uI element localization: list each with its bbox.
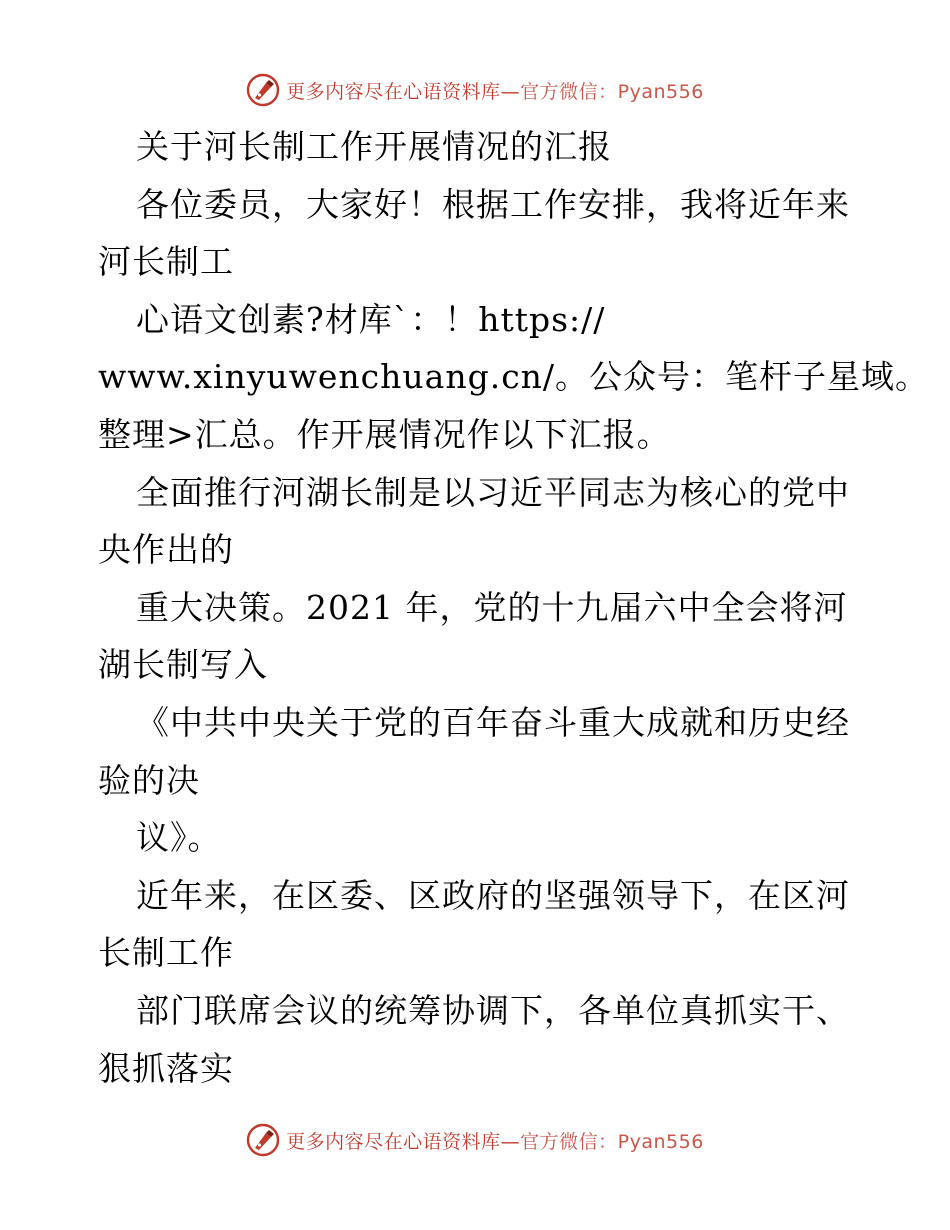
header-watermark [0, 68, 950, 112]
paragraph-line: 全面推行河湖长制是以习近平同志为核心的党中 [136, 472, 850, 512]
watermark-text [286, 77, 704, 104]
paragraph-line: 重大决策。2021 年，党的十九届六中全会将河 [136, 587, 848, 627]
paragraph-line: 《中共中央关于党的百年奋斗重大成就和历史经 [136, 702, 850, 742]
paragraph-line: www.xinyuwenchuang.cn/。公众号：笔杆子星域。 [98, 357, 930, 397]
paragraph-line: 心语文创素?材库`：！https:// [136, 299, 606, 339]
paragraph-line: 湖长制写入 [98, 645, 268, 685]
paragraph-line: 验的决 [98, 760, 200, 800]
paragraph-line: 近年来，在区委、区政府的坚强领导下，在区河 [136, 875, 850, 915]
paragraph-line: 各位委员，大家好！根据工作安排，我将近年来 [136, 184, 850, 224]
watermark-wechat-text: 官方微信：Pyan556 [520, 80, 704, 103]
watermark-dash: — [500, 80, 521, 103]
watermark-wechat-text: 官方微信：Pyan556 [520, 1130, 704, 1153]
watermark-dash: — [500, 1130, 521, 1153]
paragraph-line: 央作出的 [98, 530, 234, 570]
footer-watermark [0, 1118, 950, 1162]
watermark-text [286, 1127, 704, 1154]
paragraph-line: 部门联席会议的统筹协调下，各单位真抓实干、 [136, 990, 850, 1030]
paragraph-line: 整理>汇总。作开展情况作以下汇报。 [98, 414, 671, 454]
watermark-main-text: 更多内容尽在心语资料库 [286, 1130, 501, 1153]
paragraph-line: 狠抓落实 [98, 1048, 234, 1088]
pen-nib-logo-icon [246, 73, 280, 107]
watermark-main-text: 更多内容尽在心语资料库 [286, 80, 501, 103]
paragraph-line: 河长制工 [98, 242, 234, 282]
paragraph-line: 议》。 [136, 818, 222, 858]
pen-nib-logo-icon [246, 1123, 280, 1157]
paragraph-line: 长制工作 [98, 933, 234, 973]
document-body [98, 118, 930, 1097]
document-title: 关于河长制工作开展情况的汇报 [136, 127, 612, 166]
